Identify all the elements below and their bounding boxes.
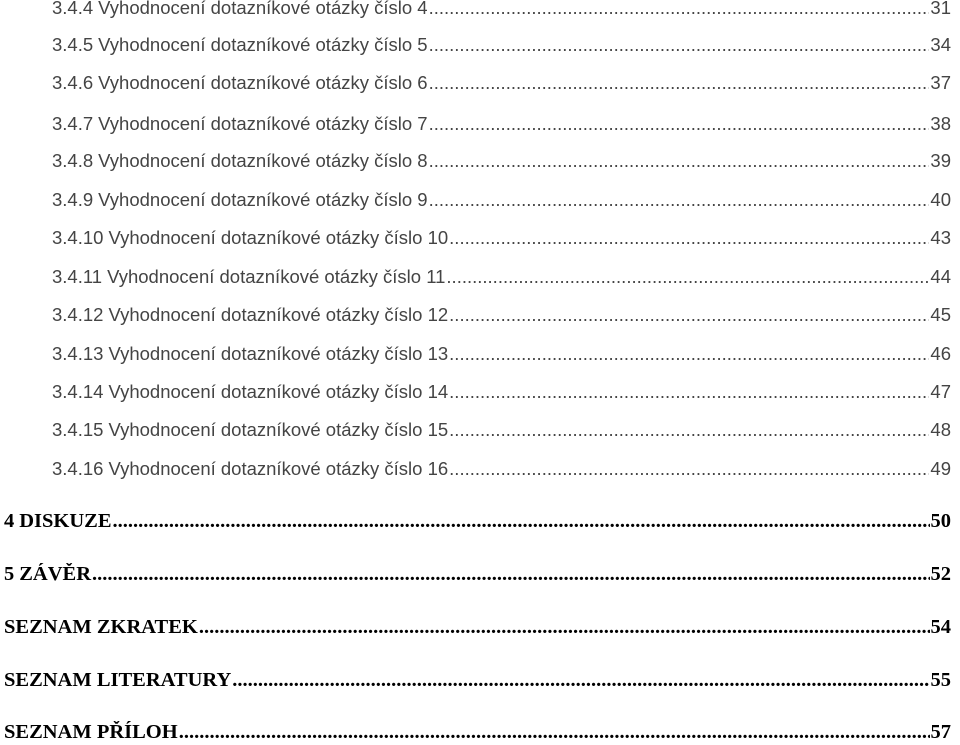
toc-entry-title: Vyhodnocení dotazníkové otázky číslo 4 [98,0,428,18]
toc-entry-page: 47 [930,381,951,402]
toc-entry-page: 55 [930,669,951,691]
toc-entry-page: 49 [930,458,951,479]
toc-entry-number: 3.4.8 [52,150,94,171]
toc-entry[interactable] [52,419,951,441]
toc-entry-title: DISKUZE [19,510,112,532]
dot-leader [449,419,929,441]
dot-leader [429,34,930,56]
toc-entry-title: SEZNAM PŘÍLOH [4,721,178,743]
toc-entry-number: 3.4.4 [52,0,94,18]
toc-entry-title: Vyhodnocení dotazníkové otázky číslo 13 [108,343,449,364]
toc-entry-page: 38 [930,113,951,134]
toc-entry-number: 3.4.7 [52,113,94,134]
toc-entry[interactable] [52,458,951,480]
toc-entry-page: 44 [930,266,951,287]
toc-entry[interactable] [52,113,951,135]
toc-entry-title: Vyhodnocení dotazníkové otázky číslo 9 [98,189,428,210]
toc-entry-number: 3.4.11 [52,266,103,287]
toc-entry[interactable] [52,34,951,56]
toc-entry-number: 3.4.15 [52,419,104,440]
toc-chapter[interactable] [4,510,951,533]
toc-entry-title: Vyhodnocení dotazníkové otázky číslo 11 [107,266,446,287]
toc-entry-page: 45 [930,304,951,325]
toc-entry-number: 3.4.16 [52,458,104,479]
toc-entry[interactable] [52,304,951,326]
dot-leader [429,150,930,172]
toc-entry-number: 5 [4,563,15,585]
toc-entry[interactable] [52,266,951,288]
toc-entry-title: Vyhodnocení dotazníkové otázky číslo 6 [98,72,428,93]
dot-leader [179,721,930,744]
dot-leader [449,458,929,480]
toc-entry-number: 3.4.13 [52,343,104,364]
toc-chapter[interactable] [4,721,951,744]
toc-entry-page: 54 [930,616,951,638]
toc-entry-title: Vyhodnocení dotazníkové otázky číslo 15 [108,419,449,440]
toc-entry-number: 4 [4,510,15,532]
toc-entry-page: 37 [930,72,951,93]
toc-entry-title: SEZNAM LITERATURY [4,669,232,691]
toc-chapter[interactable] [4,616,951,639]
toc-entry-title: Vyhodnocení dotazníkové otázky číslo 7 [98,113,428,134]
toc-entry-page: 39 [930,150,951,171]
dot-leader [446,266,929,288]
toc-entry-number: 3.4.6 [52,72,94,93]
toc-entry[interactable] [52,381,951,403]
dot-leader [429,113,930,135]
toc-entry-number: 3.4.9 [52,189,94,210]
dot-leader [199,616,930,639]
toc-entry-title: Vyhodnocení dotazníkové otázky číslo 14 [108,381,449,402]
toc-entry-title: SEZNAM ZKRATEK [4,616,198,638]
dot-leader [232,669,929,692]
toc-entry[interactable] [52,150,951,172]
toc-entry[interactable] [52,72,951,94]
dot-leader [449,381,929,403]
toc-entry-number: 3.4.12 [52,304,104,325]
dot-leader [449,304,929,326]
dot-leader [113,510,930,533]
toc-entry-page: 40 [930,189,951,210]
dot-leader [449,227,929,249]
toc-chapter[interactable] [4,669,951,692]
toc-entry-page: 48 [930,419,951,440]
toc-entry-page: 43 [930,227,951,248]
toc-entry-page: 50 [930,510,951,532]
toc-entry-title: Vyhodnocení dotazníkové otázky číslo 5 [98,34,428,55]
toc-entry-number: 3.4.5 [52,34,94,55]
dot-leader [449,343,929,365]
toc-entry-page: 46 [930,343,951,364]
toc-entry-title: ZÁVĚR [19,563,92,585]
toc-entry[interactable] [52,189,951,211]
toc-entry[interactable] [52,0,951,19]
toc-entry-page: 31 [930,0,951,18]
toc-entry-page: 34 [930,34,951,55]
toc-entry-title: Vyhodnocení dotazníkové otázky číslo 16 [108,458,449,479]
toc-entry[interactable] [52,227,951,249]
toc-entry-number: 3.4.14 [52,381,104,402]
toc-entry-page: 52 [930,563,951,585]
dot-leader [429,0,930,19]
toc-entry-number: 3.4.10 [52,227,104,248]
dot-leader [92,563,929,586]
toc-entry[interactable] [52,343,951,365]
toc-chapter[interactable] [4,563,951,586]
toc-entry-title: Vyhodnocení dotazníkové otázky číslo 10 [108,227,449,248]
toc-entry-page: 57 [930,721,951,743]
toc-entry-title: Vyhodnocení dotazníkové otázky číslo 12 [108,304,449,325]
dot-leader [429,72,930,94]
dot-leader [429,189,930,211]
toc-entry-title: Vyhodnocení dotazníkové otázky číslo 8 [98,150,428,171]
